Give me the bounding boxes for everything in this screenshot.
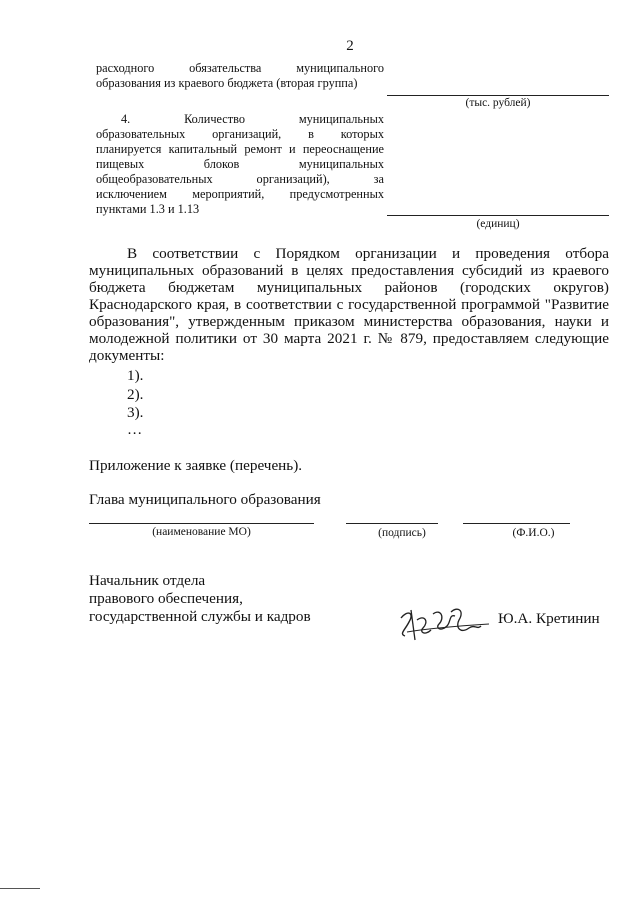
paragraph-line: муниципальных образований в целях предоставления субсидий из краевого	[89, 262, 609, 279]
handwritten-signature	[395, 600, 495, 646]
head-title: Глава муниципального образования	[89, 491, 321, 508]
page-number: 2	[346, 38, 354, 54]
main-paragraph	[89, 245, 609, 364]
row3-line: расходного обязательства муниципального	[96, 61, 384, 75]
row4-text	[96, 112, 384, 217]
fio-line	[463, 523, 570, 524]
row3-line: образования из краевого бюджета (вторая группа)	[96, 76, 358, 90]
row4-line: 4. Количество муниципальных	[121, 112, 384, 126]
list-item: 2).	[127, 386, 144, 403]
mo-name-line	[89, 523, 314, 524]
row3-unit-caption: (тыс. рублей)	[465, 97, 531, 109]
paragraph-line: образования", утвержденным приказом министерства образования, науки и	[89, 313, 609, 330]
signer-position-line: государственной службы и кадров	[89, 608, 311, 625]
row4-line: образовательных организаций, в которых	[96, 127, 384, 141]
row3-text	[96, 61, 384, 91]
row4-line: пунктами 1.3 и 1.13	[96, 202, 200, 216]
signer-position-line: Начальник отдела	[89, 572, 206, 589]
list-item: 1).	[127, 367, 144, 384]
paragraph-line: бюджета бюджетам муниципальных районов (городских округов)	[89, 279, 609, 296]
attachment-note: Приложение к заявке (перечень).	[89, 457, 303, 474]
row4-line: планируется капитальный ремонт и переоснащение	[96, 142, 384, 156]
mo-name-caption: (наименование МО)	[152, 526, 251, 538]
row4-line: исключением мероприятий, предусмотренных	[96, 187, 384, 201]
paragraph-line: документы:	[89, 347, 165, 364]
paragraph-line: Краснодарского края, в соответствии с государственной программой "Развитие	[89, 296, 609, 313]
list-item: …	[127, 421, 143, 438]
signer-name: Ю.А. Кретинин	[498, 610, 600, 627]
row4-line: пищевых блоков муниципальных	[96, 157, 384, 171]
signature-line	[346, 523, 438, 524]
paragraph-line: В соответствии с Порядком организации и проведения отбора	[127, 245, 609, 262]
row4-line: общеобразовательных организаций), за	[96, 172, 384, 186]
row4-value-line	[387, 215, 609, 216]
paragraph-line: молодежной политики от 30 марта 2021 г. № 879, предоставляем следующие	[89, 330, 609, 347]
row3-value-line	[387, 95, 609, 96]
signer-position-line: правового обеспечения,	[89, 590, 243, 607]
fio-caption: (Ф.И.О.)	[512, 527, 555, 539]
row4-unit-caption: (единиц)	[476, 218, 520, 230]
list-item: 3).	[127, 404, 144, 421]
footer-mark	[0, 888, 40, 889]
signer-position	[89, 572, 311, 626]
signature-caption: (подпись)	[378, 527, 426, 539]
